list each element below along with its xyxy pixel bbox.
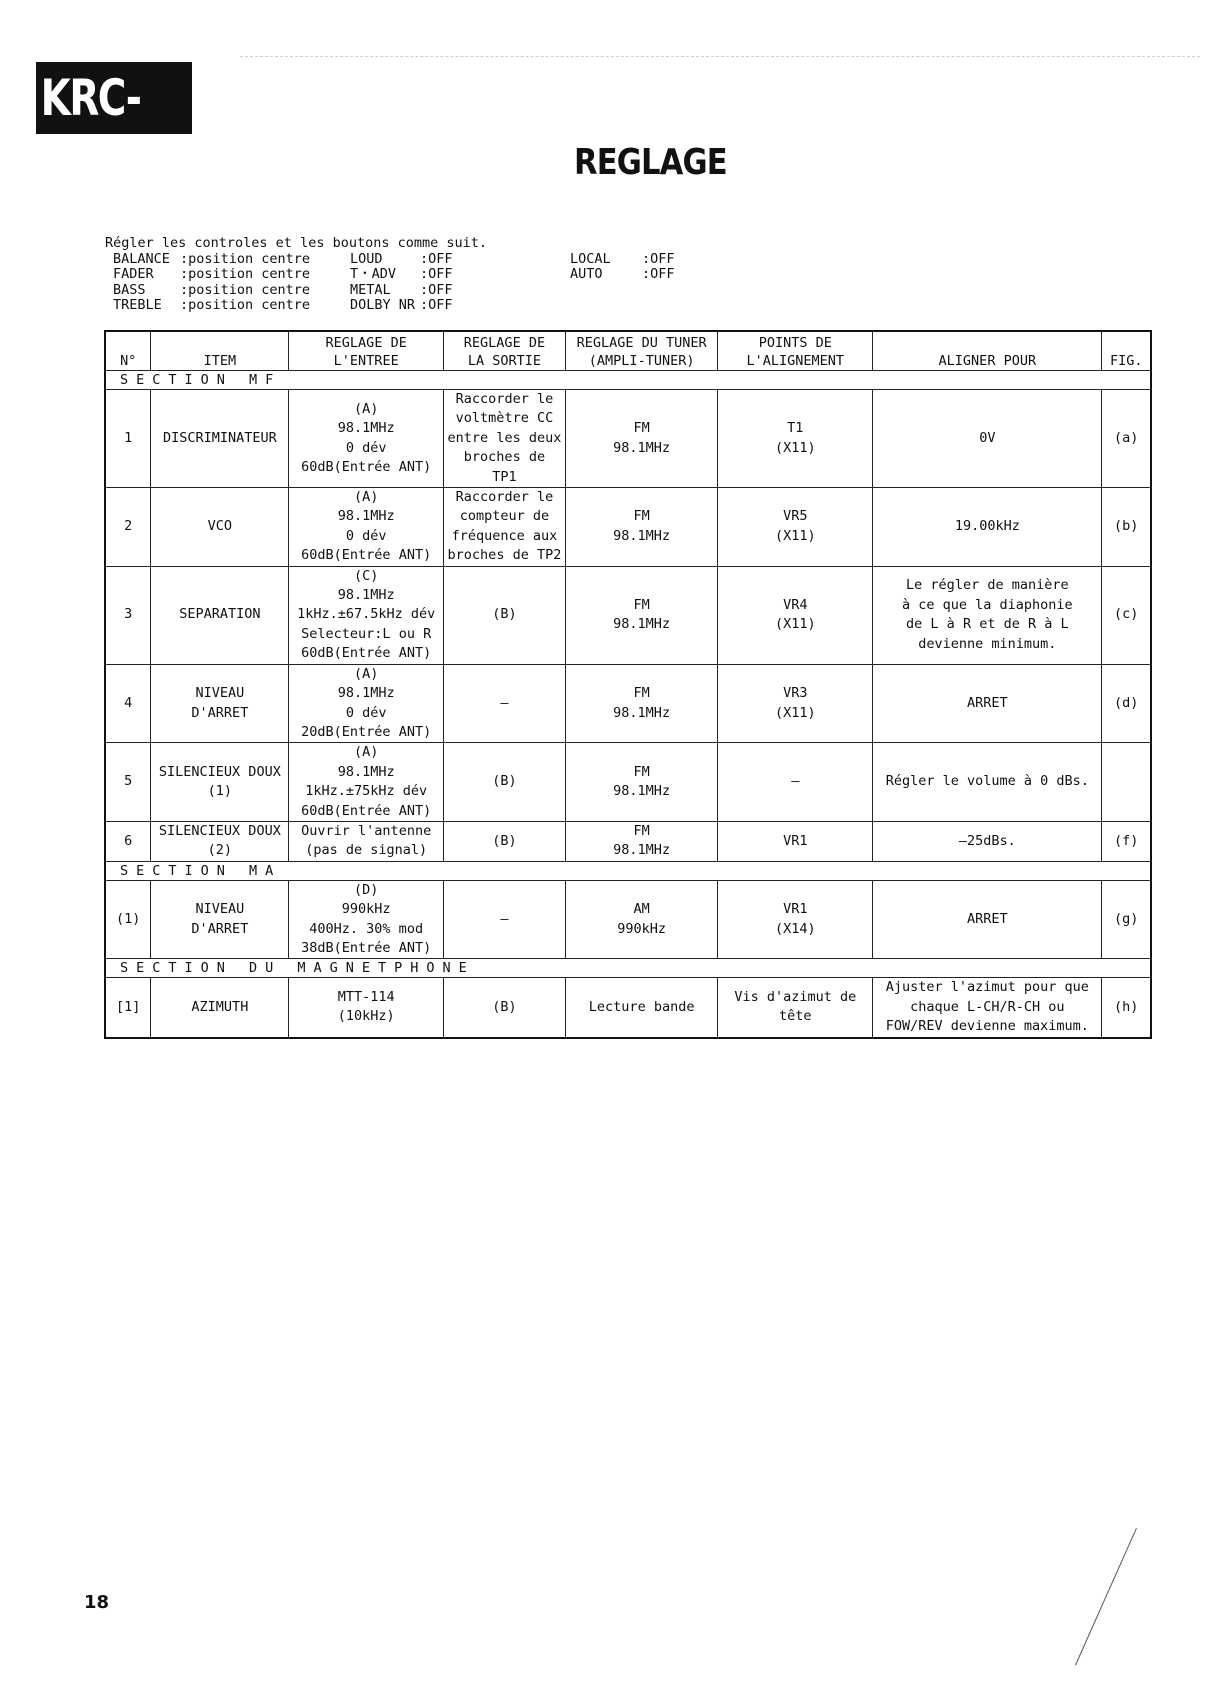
row-item: AZIMUTH xyxy=(151,978,289,1038)
row-number: 3 xyxy=(105,566,151,664)
row-figure: (h) xyxy=(1102,978,1151,1038)
row-alignment-points: VR5 (X11) xyxy=(718,488,873,567)
row-output-setting: (B) xyxy=(444,821,566,861)
row-output-setting: (B) xyxy=(444,743,566,822)
row-figure: (a) xyxy=(1102,390,1151,488)
section-title: SECTION DU MAGNETPHONE xyxy=(105,959,1151,978)
row-align-for: ARRET xyxy=(873,664,1102,743)
table-row xyxy=(105,488,1151,567)
setting-name: LOCAL xyxy=(570,250,611,267)
setting-row xyxy=(105,267,702,283)
column-header: N° xyxy=(105,331,151,371)
setting-name: TREBLE xyxy=(113,297,162,313)
row-input-setting: (C) 98.1MHz 1kHz.±67.5kHz dév Selecteur:L ou R 60dB(Entrée ANT) xyxy=(289,566,444,664)
row-input-setting: (A) 98.1MHz 0 dév 60dB(Entrée ANT) xyxy=(289,390,444,488)
setting-value: :OFF xyxy=(420,250,453,267)
row-align-for: Régler le volume à 0 dBs. xyxy=(873,743,1102,822)
setting-name: BALANCE xyxy=(113,250,170,267)
row-number: 2 xyxy=(105,488,151,567)
setting-row xyxy=(105,283,702,299)
setting-value: :position centre xyxy=(180,250,311,267)
row-align-for: Ajuster l'azimut pour que chaque L-CH/R-CH ou FOW/REV devienne maximum. xyxy=(873,978,1102,1038)
row-figure: (f) xyxy=(1102,821,1151,861)
setting-name: METAL xyxy=(350,281,391,298)
row-alignment-points: T1 (X11) xyxy=(718,390,873,488)
setting-value: :OFF xyxy=(642,266,675,282)
row-figure xyxy=(1102,743,1151,822)
column-header: FIG. xyxy=(1102,331,1151,371)
row-output-setting: – xyxy=(444,880,566,959)
row-output-setting: Raccorder le compteur de fréquence aux broches de TP2 xyxy=(444,488,566,567)
row-output-setting: Raccorder le voltmètre CC entre les deux broches de TP1 xyxy=(444,390,566,488)
column-header: REGLAGE DE LA SORTIE xyxy=(444,331,566,371)
row-input-setting: MTT-114 (10kHz) xyxy=(289,978,444,1038)
row-alignment-points: VR1 xyxy=(718,821,873,861)
row-item: DISCRIMINATEUR xyxy=(151,390,289,488)
column-header: ALIGNER POUR xyxy=(873,331,1102,371)
row-number: [1] xyxy=(105,978,151,1038)
setting-value: :position centre xyxy=(180,281,311,298)
setting-value: :position centre xyxy=(180,297,311,313)
top-rule xyxy=(240,56,1200,57)
row-item: NIVEAU D'ARRET xyxy=(151,664,289,743)
page-number: 18 xyxy=(84,1592,110,1613)
row-item: SEPARATION xyxy=(151,566,289,664)
table-row xyxy=(105,880,1151,959)
table-row xyxy=(105,821,1151,861)
setting-value: :OFF xyxy=(420,297,453,313)
row-alignment-points: VR4 (X11) xyxy=(718,566,873,664)
margin-pen-mark xyxy=(1075,1528,1137,1665)
column-header: POINTS DE L'ALIGNEMENT xyxy=(718,331,873,371)
setting-name: AUTO xyxy=(570,266,603,282)
row-output-setting: (B) xyxy=(444,978,566,1038)
section-title: SECTION MF xyxy=(105,371,1151,390)
row-output-setting: – xyxy=(444,664,566,743)
row-tuner-setting: Lecture bande xyxy=(565,978,718,1038)
table-row xyxy=(105,978,1151,1038)
adjustment-table xyxy=(104,330,1152,1039)
row-number: 1 xyxy=(105,390,151,488)
row-input-setting: (A) 98.1MHz 0 dév 20dB(Entrée ANT) xyxy=(289,664,444,743)
row-align-for: 0V xyxy=(873,390,1102,488)
row-input-setting: Ouvrir l'antenne (pas de signal) xyxy=(289,821,444,861)
section-row xyxy=(105,371,1151,390)
row-item: SILENCIEUX DOUX (2) xyxy=(151,821,289,861)
row-alignment-points: VR3 (X11) xyxy=(718,664,873,743)
row-number: 5 xyxy=(105,743,151,822)
row-figure: (b) xyxy=(1102,488,1151,567)
row-figure: (g) xyxy=(1102,880,1151,959)
row-align-for: 19.00kHz xyxy=(873,488,1102,567)
row-align-for: ARRET xyxy=(873,880,1102,959)
section-row xyxy=(105,861,1151,880)
row-input-setting: (A) 98.1MHz 0 dév 60dB(Entrée ANT) xyxy=(289,488,444,567)
section-row xyxy=(105,959,1151,978)
row-align-for: Le régler de manière à ce que la diaphonie de L à R et de R à L devienne minimum. xyxy=(873,566,1102,664)
table-row xyxy=(105,743,1151,822)
column-header: REGLAGE DE L'ENTREE xyxy=(289,331,444,371)
row-alignment-points: VR1 (X14) xyxy=(718,880,873,959)
row-number: 6 xyxy=(105,821,151,861)
table-header-row xyxy=(105,331,1151,371)
row-tuner-setting: FM 98.1MHz xyxy=(565,821,718,861)
setting-value: :OFF xyxy=(420,266,453,282)
row-tuner-setting: FM 98.1MHz xyxy=(565,664,718,743)
row-alignment-points: – xyxy=(718,743,873,822)
table-row xyxy=(105,664,1151,743)
row-tuner-setting: FM 98.1MHz xyxy=(565,566,718,664)
row-input-setting: (D) 990kHz 400Hz. 30% mod 38dB(Entrée ANT) xyxy=(289,880,444,959)
row-number: (1) xyxy=(105,880,151,959)
setting-row xyxy=(105,252,702,268)
setting-value: :position centre xyxy=(180,266,311,282)
row-item: SILENCIEUX DOUX (1) xyxy=(151,743,289,822)
table-row xyxy=(105,566,1151,664)
intro-heading: Régler les controles et les boutons comme suit. xyxy=(105,235,488,251)
row-tuner-setting: FM 98.1MHz xyxy=(565,488,718,567)
setting-value: :OFF xyxy=(642,250,675,267)
row-item: VCO xyxy=(151,488,289,567)
settings-intro xyxy=(105,236,702,314)
row-number: 4 xyxy=(105,664,151,743)
setting-name: T・ADV xyxy=(350,266,397,282)
row-item: NIVEAU D'ARRET xyxy=(151,880,289,959)
row-output-setting: (B) xyxy=(444,566,566,664)
row-tuner-setting: FM 98.1MHz xyxy=(565,390,718,488)
model-badge: KRC-2001 xyxy=(36,62,192,134)
row-align-for: –25dBs. xyxy=(873,821,1102,861)
section-title: SECTION MA xyxy=(105,861,1151,880)
page-title: REGLAGE xyxy=(574,142,727,183)
setting-name: FADER xyxy=(113,266,154,282)
row-tuner-setting: FM 98.1MHz xyxy=(565,743,718,822)
table-row xyxy=(105,390,1151,488)
row-figure: (c) xyxy=(1102,566,1151,664)
setting-name: LOUD xyxy=(350,250,383,267)
row-tuner-setting: AM 990kHz xyxy=(565,880,718,959)
setting-row xyxy=(105,298,702,314)
setting-name: DOLBY NR xyxy=(350,297,416,313)
setting-value: :OFF xyxy=(420,281,453,298)
row-alignment-points: Vis d'azimut de tête xyxy=(718,978,873,1038)
column-header: ITEM xyxy=(151,331,289,371)
row-input-setting: (A) 98.1MHz 1kHz.±75kHz dév 60dB(Entrée ANT) xyxy=(289,743,444,822)
column-header: REGLAGE DU TUNER (AMPLI-TUNER) xyxy=(565,331,718,371)
setting-name: BASS xyxy=(113,281,146,298)
row-figure: (d) xyxy=(1102,664,1151,743)
